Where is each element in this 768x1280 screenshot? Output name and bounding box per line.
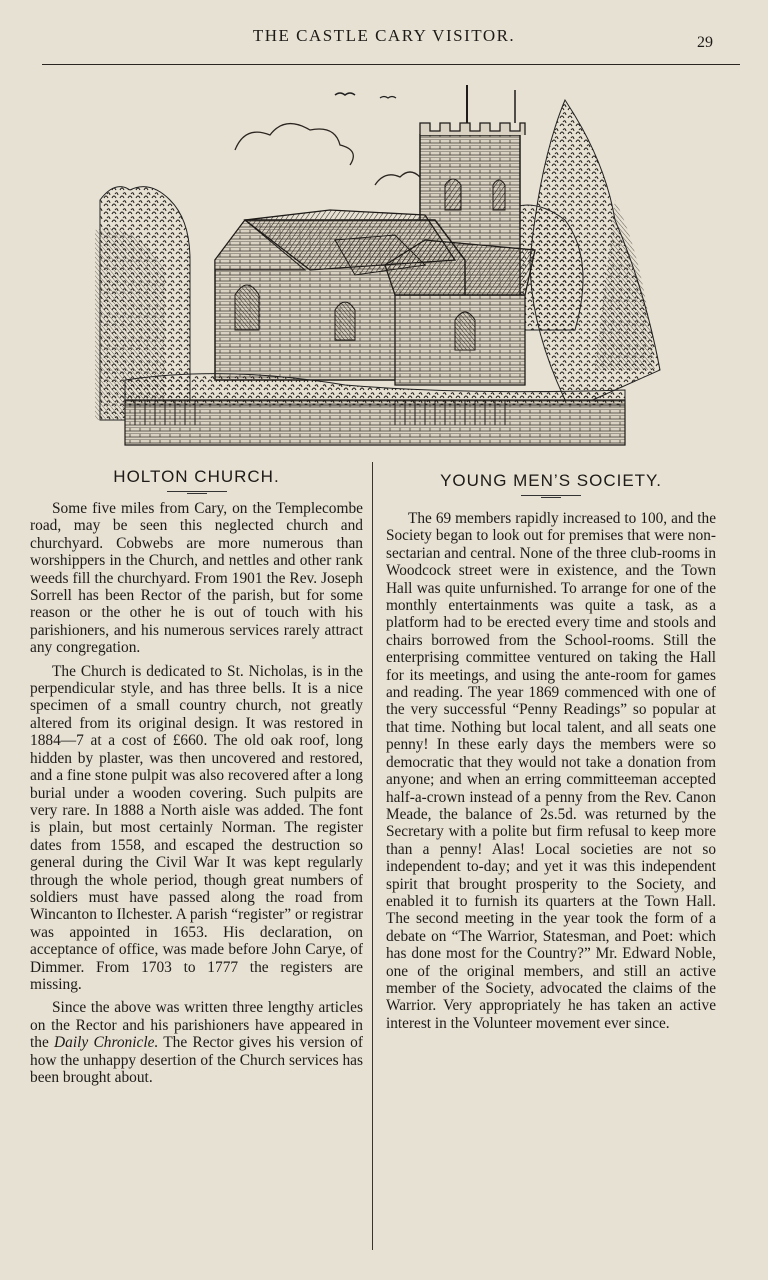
birds bbox=[335, 93, 396, 98]
clouds bbox=[235, 124, 420, 185]
paragraph bbox=[30, 999, 363, 1086]
heading-ornament bbox=[167, 491, 227, 492]
paragraph: The Church is dedicated to St. Nicholas, is in the perpendicular style, and has three bells. It is a nice specimen of a small country church, not greatly altered from its original design. It was restored in 1884—7 at a cost of £660. The old oak roof, long hidden by plaster, was then uncovered and restored, and a fine stone pulpit was also recovered after a long burial under a wooden covering. Such pulpits are very rare. In 1888 a North aisle was added. The font is plain, but most certainly Norman. The register dates from 1558, and escaped the destruction so general during the Civil War It was kept regularly through the whole period, though great numbers of soldiers must have passed along the road from Wincanton to Ilchester. A parish “register” or registrar was appointed in 1653. His declaration, on acceptance of office, was made before John Carye, of Dimmer. From 1703 to 1777 the registers are missing. bbox=[30, 662, 363, 993]
article-heading: YOUNG MEN’S SOCIETY. bbox=[440, 471, 662, 490]
heading-ornament bbox=[521, 495, 581, 496]
publication-title: Daily Chronicle. bbox=[54, 1034, 159, 1052]
column-divider bbox=[372, 462, 373, 1250]
young-mens-society-article bbox=[386, 471, 716, 1032]
paragraph-text: The Rector gives his version of how the unhappy desertion of the Church services has been brought about. bbox=[30, 1034, 363, 1086]
running-header: THE CASTLE CARY VISITOR. bbox=[252, 26, 516, 45]
article-heading: HOLTON CHURCH. bbox=[113, 467, 280, 486]
paragraph: Some five miles from Cary, on the Templecombe road, may be seen this neglected church and churchyard. Cobwebs are more numerous than worshippers in the Church, and nettles and other rank weeds fill the churchyard. From 1901 the Rev. Joseph Sorrell has been Rector of the parish, but for some reason or the other he is out of touch with his parishioners, and his numerous services rarely attract any congregation. bbox=[30, 500, 363, 657]
churchyard-wall bbox=[125, 374, 625, 445]
header-rule bbox=[42, 64, 740, 65]
holton-church-article bbox=[30, 467, 363, 1086]
church-engraving bbox=[95, 80, 665, 450]
paragraph: The 69 members rapidly increased to 100, and the Society began to look out for premises that were non-sectarian and central. None of the three club-rooms in Woodcock street were in existence, and the Town Hall was quite unfurnished. To arrange for one of the monthly entertainments was quite a task, as a platform had to be erected every time and stools and chairs borrowed from the School-rooms. Still the enterprising committee ventured on taking the Hall for its meetings, and using the ante-room for games and reading. The year 1869 commenced with one of the very successful “Penny Readings” so popular at that time. Nothing but local talent, and all seats one penny! In these early days the members were so democratic that they would not take a donation from anyone; and when an erring committeeman accepted half-a-crown instead of a penny from the Rev. Canon Meade, the balance of 2s.5d. was returned by the Secretary with a polite but firm refusal to keep more than a penny! Alas! Local societies are not so independent to-day; and yet it was this independent spirit that brought prosperity to the Society, and enabled it to furnish its quarters at the Town Hall. The second meeting in the year took the form of a debate on “The Warrior, Statesman, and Poet: which has done most for the Country?” Mr. Edward Noble, one of the original members, and still an active member of the Society, advocated the claims of the Warrior. Very appropriately he has taken an active interest in the Volunteer movement ever since. bbox=[386, 510, 716, 1032]
paragraph-text: Since the above was written three lengthy articles on the Rector and his parishioners have appeared in the bbox=[30, 999, 363, 1052]
page-number: 29 bbox=[697, 34, 713, 51]
